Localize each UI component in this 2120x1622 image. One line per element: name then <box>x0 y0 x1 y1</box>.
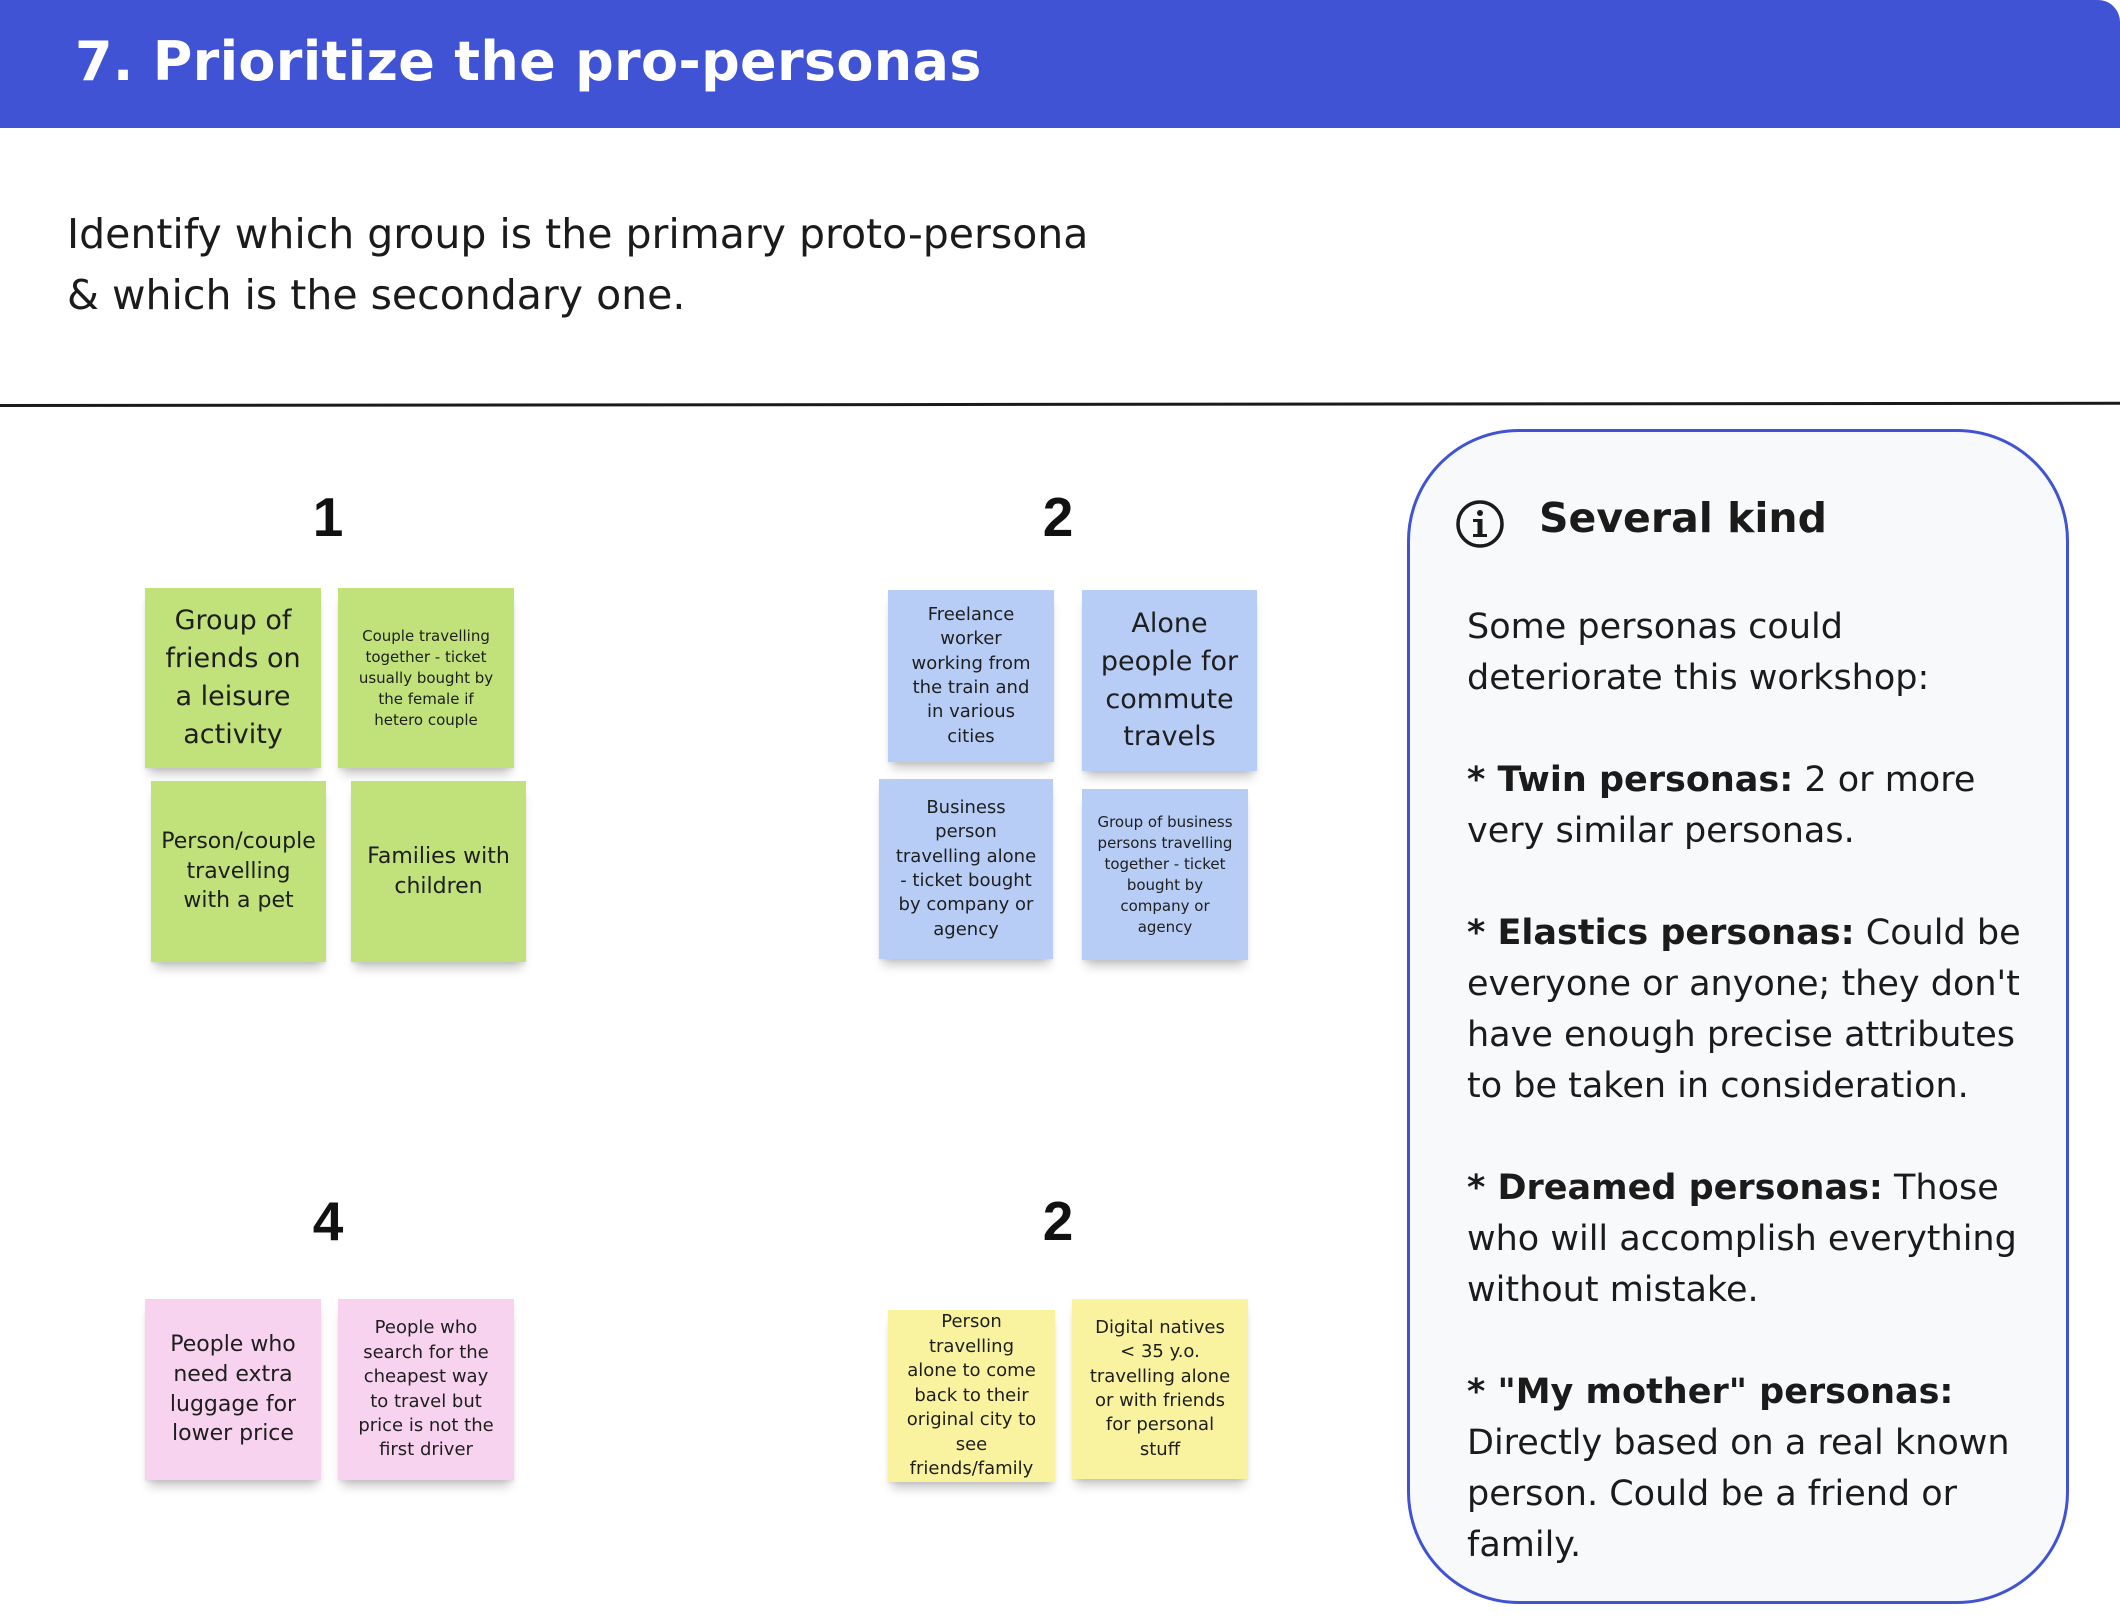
sticky-note[interactable]: Business person travelling alone - ticket bought by company or agency <box>879 779 1053 959</box>
group-2b-number: 2 <box>1042 1190 1074 1252</box>
instructions-line-2: & which is the secondary one. <box>67 271 686 319</box>
info-icon <box>1455 499 1505 549</box>
page-title: 7. Prioritize the pro-personas <box>75 30 982 93</box>
group-4-number: 4 <box>312 1190 344 1252</box>
sticky-note[interactable]: Person/couple travelling with a pet <box>151 781 326 962</box>
info-item-desc: 2 or more very similar personas. <box>1467 760 1976 851</box>
info-item <box>1467 908 2047 1112</box>
section-divider <box>0 402 2120 407</box>
info-item <box>1467 1367 2047 1571</box>
sticky-note[interactable]: People who search for the cheapest way to travel but price is not the first driver <box>338 1299 514 1480</box>
info-item-term: * Twin personas: <box>1467 760 1794 800</box>
info-body <box>1467 602 2047 1622</box>
info-item-term: * Dreamed personas: <box>1467 1168 1883 1208</box>
info-item-term: * "My mother" personas: <box>1467 1372 1954 1412</box>
sticky-note[interactable]: Person travelling alone to come back to their original city to see friends/family <box>888 1310 1055 1482</box>
sticky-note[interactable]: People who need extra luggage for lower price <box>145 1299 321 1480</box>
info-intro: Some personas could deteriorate this workshop: <box>1467 607 1930 698</box>
sticky-note[interactable]: Alone people for commute travels <box>1082 590 1257 771</box>
info-item <box>1467 1163 2047 1316</box>
info-title: Several kind <box>1539 494 1827 542</box>
instructions-line-1: Identify which group is the primary proto-persona <box>67 210 1089 258</box>
group-1-number: 1 <box>312 486 344 548</box>
info-item-term: * Elastics personas: <box>1467 913 1855 953</box>
sticky-note[interactable]: Group of business persons travelling together - ticket bought by company or agency <box>1082 789 1248 960</box>
instructions <box>67 204 1217 326</box>
sticky-note[interactable]: Freelance worker working from the train and in various cities <box>888 590 1054 762</box>
sticky-note[interactable]: Group of friends on a leisure activity <box>145 588 321 768</box>
sticky-note[interactable]: Couple travelling together - ticket usually bought by the female if hetero couple <box>338 588 514 768</box>
header-bar <box>0 0 2120 128</box>
info-item-desc: Directly based on a real known person. Could be a friend or family. <box>1467 1423 2010 1565</box>
info-card <box>1407 429 2069 1604</box>
info-item-desc: Could be everyone or anyone; they don't have enough precise attributes to be taken in consideration. <box>1467 913 2021 1106</box>
info-item <box>1467 755 2047 857</box>
sticky-note[interactable]: Digital natives < 35 y.o. travelling alone or with friends for personal stuff <box>1072 1299 1248 1479</box>
sticky-note[interactable]: Families with children <box>351 781 526 962</box>
group-2-number: 2 <box>1042 486 1074 548</box>
info-item-desc: Those who will accomplish everything without mistake. <box>1467 1168 2017 1310</box>
